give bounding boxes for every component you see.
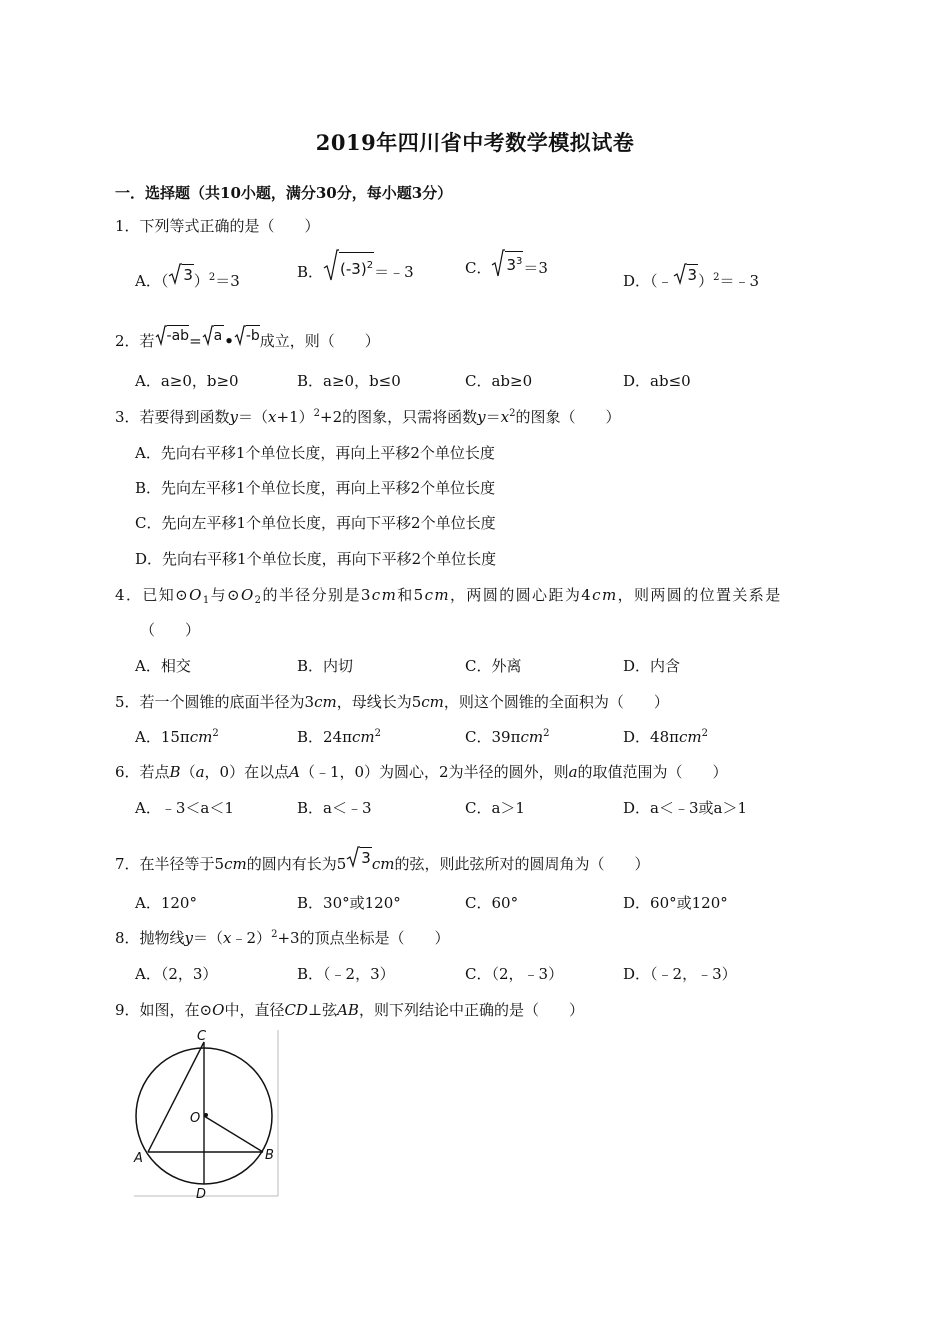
- question-2-option-b: B．a≥0，b≤0: [297, 372, 401, 390]
- question-3-option-b: B．先向左平移1个单位长度，再向上平移2个单位长度: [135, 479, 496, 497]
- question-1-stem: 1．下列等式正确的是（ ）: [115, 217, 320, 235]
- segment-ob: [204, 1116, 263, 1152]
- question-1-option-d: D．（﹣ 3 ）$^2$＝﹣3: [623, 262, 759, 291]
- section-heading: 一．选择题（共10小题，满分30分，每小题3分）: [115, 184, 453, 202]
- question-6-stem: 6．若点B（a，0）在以点A（﹣1，0）为圆心，2为半径的圆外，则a的取值范围为（ ）: [115, 763, 728, 781]
- label-c: C: [197, 1029, 207, 1044]
- question-8-option-a: A．（2，3）: [135, 965, 218, 983]
- question-4-stem-line2: （ ）: [140, 621, 201, 639]
- page-title: 2019年四川省中考数学模拟试卷: [315, 130, 635, 155]
- question-3-stem: 3．若要得到函数$y=(x+1)^2+2$的图象，只需将函数$y=x^2$的图象（ ）: [115, 408, 621, 426]
- question-2-option-c: C．ab≥0: [465, 372, 533, 390]
- sqrt-symbol: $3^3$: [491, 248, 523, 278]
- circle-figure: [132, 1028, 282, 1200]
- question-6-option-c: C．a＞1: [465, 799, 525, 817]
- question-2-stem: 2．若 -ab = a • -b 成立，则（ ）: [115, 324, 380, 351]
- question-1-option-a: A．（ 3 ）$^2$＝3: [135, 262, 240, 291]
- question-5-option-d: D．48πcm$^2$: [623, 728, 708, 746]
- label-d: D: [196, 1187, 207, 1200]
- question-7-option-d: D．60°或120°: [623, 894, 728, 912]
- question-5-option-a: A．15πcm$^2$: [135, 728, 219, 746]
- sqrt-symbol: a: [202, 324, 225, 346]
- question-8-stem: 8．抛物线y＝（x﹣2）$^2$+3的顶点坐标是（ ）: [115, 929, 450, 947]
- question-2-option-d: D．ab≤0: [623, 372, 691, 390]
- sqrt-symbol: -ab: [155, 324, 190, 346]
- question-5-stem: 5．若一个圆锥的底面半径为3cm，母线长为5cm，则这个圆锥的全面积为（ ）: [115, 693, 669, 711]
- question-5-option-c: C．39πcm$^2$: [465, 728, 550, 746]
- question-4-stem: 4．已知$⊙O_1$与$⊙O_2$的半径分别是3cm和5cm，两圆的圆心距为4cm，则两圆的位置关系是: [115, 586, 782, 606]
- question-4-option-d: D．内含: [623, 657, 681, 675]
- sqrt-symbol: -b: [234, 324, 260, 346]
- sqrt-symbol: 3: [168, 262, 194, 286]
- segment-ac: [148, 1042, 204, 1152]
- label-a: A: [134, 1151, 143, 1166]
- question-1-option-b: B． $(-3)^2$ ＝﹣3: [297, 248, 414, 282]
- label-o: O: [190, 1111, 201, 1126]
- question-3-option-c: C．先向左平移1个单位长度，再向下平移2个单位长度: [135, 514, 496, 532]
- center-dot: [204, 1113, 208, 1117]
- question-3-option-a: A．先向右平移1个单位长度，再向上平移2个单位长度: [135, 444, 495, 462]
- question-1-option-c: C． $3^3$ ＝3: [465, 248, 548, 278]
- question-5-option-b: B．24πcm$^2$: [297, 728, 381, 746]
- question-6-option-b: B．a＜﹣3: [297, 799, 372, 817]
- question-9-stem: 9．如图，在⊙O中，直径CD⊥弦AB，则下列结论中正确的是（ ）: [115, 1001, 584, 1019]
- question-7-option-b: B．30°或120°: [297, 894, 401, 912]
- sqrt-symbol: 3: [346, 845, 372, 869]
- question-6-option-a: A．﹣3＜a＜1: [135, 799, 234, 817]
- question-4-option-a: A．相交: [135, 657, 191, 675]
- question-4-option-c: C．外离: [465, 657, 522, 675]
- question-7-stem: 7．在半径等于5cm的圆内有长为5 3 cm的弦，则此弦所对的圆周角为（ ）: [115, 845, 649, 874]
- question-8-option-c: C．（2，﹣3）: [465, 965, 564, 983]
- sqrt-symbol: 3: [673, 262, 699, 286]
- question-2-option-a: A．a≥0，b≥0: [135, 372, 239, 390]
- question-8-option-b: B．（﹣2，3）: [297, 965, 395, 983]
- question-7-option-a: A．120°: [135, 894, 197, 912]
- question-4-option-b: B．内切: [297, 657, 354, 675]
- question-7-option-c: C．60°: [465, 894, 519, 912]
- label-b: B: [265, 1148, 274, 1163]
- question-3-option-d: D．先向右平移1个单位长度，再向下平移2个单位长度: [135, 550, 497, 568]
- sqrt-symbol: $(-3)^2$: [323, 248, 374, 282]
- question-6-option-d: D．a＜﹣3或a＞1: [623, 799, 747, 817]
- question-8-option-d: D．（﹣2，﹣3）: [623, 965, 737, 983]
